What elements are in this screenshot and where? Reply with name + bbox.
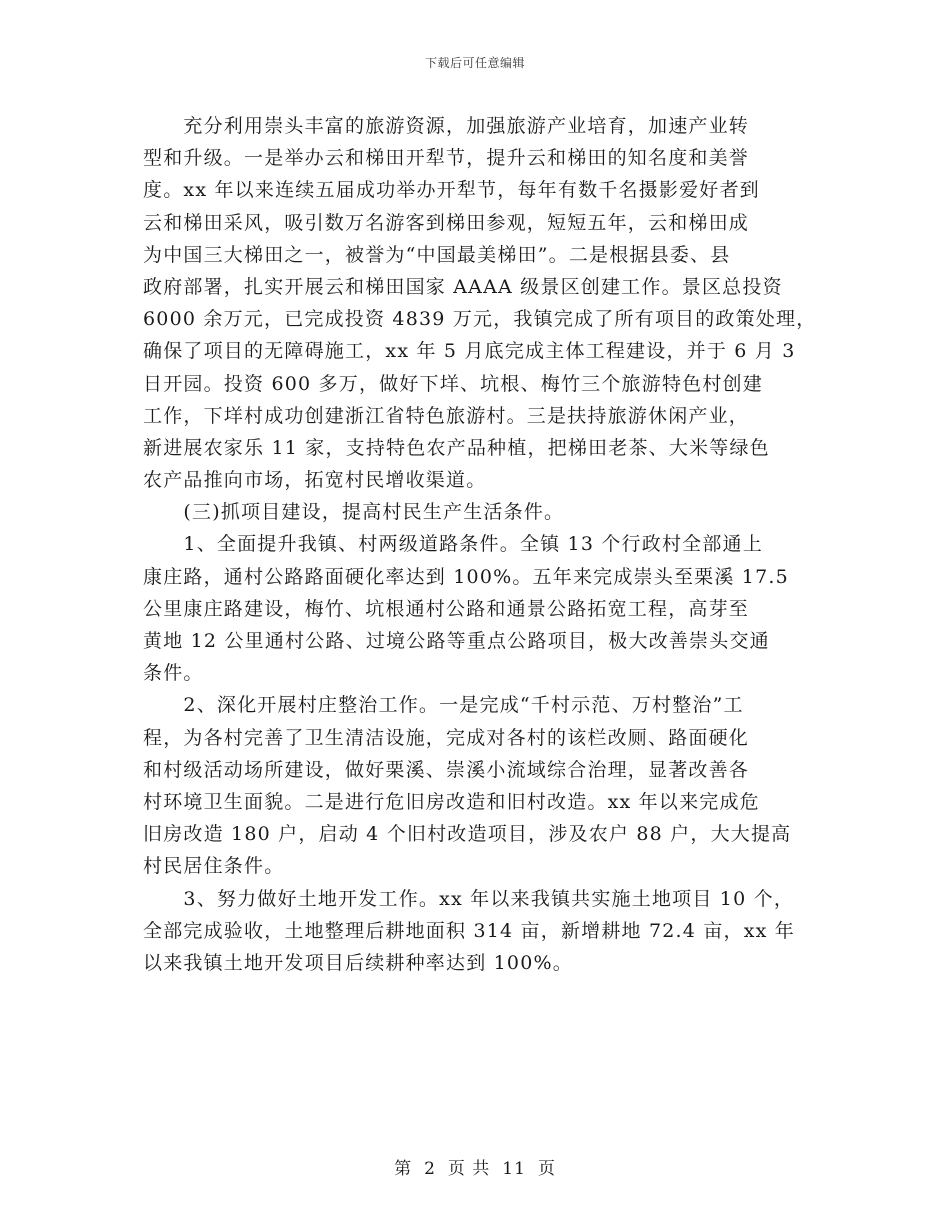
text-line: 程，为各村完善了卫生清洁设施，完成对各村的该栏改厕、路面硬化 <box>143 726 750 749</box>
text-line: 村环境卫生面貌。二是进行危旧房改造和旧村改造。xx 年以来完成危 <box>143 790 760 813</box>
page-number: 2 <box>424 1159 436 1179</box>
text-line: 日开园。投资 600 多万，做好下垟、坑根、梅竹三个旅游特色村创建 <box>143 372 763 395</box>
text-line: 工作，下垟村成功创建浙江省特色旅游村。三是扶持旅游休闲产业， <box>143 404 750 427</box>
footer-middle: 页 共 <box>447 1159 491 1179</box>
text-line: 6000 余万元，已完成投资 4839 万元，我镇完成了所有项目的政策处理， <box>143 308 817 331</box>
text-line: 3、努力做好土地开发工作。xx 年以来我镇共实施土地项目 10 个， <box>143 887 795 910</box>
text-line: 为中国三大梯田之一，被誉为“中国最美梯田”。二是根据县委、县 <box>143 243 731 266</box>
text-line: 农产品推向市场，拓宽村民增收渠道。 <box>143 469 487 492</box>
footer-prefix: 第 <box>394 1159 413 1179</box>
footer-suffix: 页 <box>537 1159 556 1179</box>
text-line: 型和升级。一是举办云和梯田开犁节，提升云和梯田的知名度和美誉 <box>143 147 750 170</box>
text-line: 康庄路，通村公路路面硬化率达到 100%。五年来完成崇头至栗溪 17.5 <box>143 565 789 588</box>
text-line: 旧房改造 180 户，启动 4 个旧村改造项目，涉及农户 88 户，大大提高 <box>143 823 792 846</box>
text-line: 条件。 <box>143 662 204 685</box>
text-line: 新进展农家乐 11 家，支持特色农产品种植，把梯田老茶、大米等绿色 <box>143 436 770 459</box>
section-heading: (三)抓项目建设，提高村民生产生活条件。 <box>143 501 565 524</box>
document-body <box>143 110 823 979</box>
text-line: 村民居住条件。 <box>143 855 285 878</box>
text-line: 度。xx 年以来连续五届成功举办开犁节，每年有数千名摄影爱好者到 <box>143 179 760 202</box>
total-pages: 11 <box>502 1159 526 1179</box>
text-line: 充分利用崇头丰富的旅游资源，加强旅游产业培育，加速产业转 <box>143 115 750 137</box>
text-line: 黄地 12 公里通村公路、过境公路等重点公路项目，极大改善崇头交通 <box>143 630 770 652</box>
text-line: 确保了项目的无障碍施工，xx 年 5 月底完成主体工程建设，并于 6 月 3 <box>143 340 796 363</box>
page-footer <box>0 1154 950 1179</box>
text-line: 全部完成验收，土地整理后耕地面积 314 亩，新增耕地 72.4 亩，xx 年 <box>143 919 795 942</box>
text-line: 政府部署，扎实开展云和梯田国家 AAAA 级景区创建工作。景区总投资 <box>143 275 783 298</box>
page-header: 下载后可任意编辑 <box>424 56 525 70</box>
text-line: 以来我镇土地开发项目后续耕种率达到 100%。 <box>143 951 573 974</box>
text-line: 1、全面提升我镇、村两级道路条件。全镇 13 个行政村全部通上 <box>143 533 763 556</box>
text-line: 公里康庄路建设，梅竹、坑根通村公路和通景公路拓宽工程，高芽至 <box>143 597 750 620</box>
text-line: 2、深化开展村庄整治工作。一是完成“千村示范、万村整治”工 <box>143 694 744 717</box>
text-line: 云和梯田采风，吸引数万名游客到梯田参观，短短五年，云和梯田成 <box>143 211 750 234</box>
text-line: 和村级活动场所建设，做好栗溪、崇溪小流域综合治理，显著改善各 <box>143 758 750 781</box>
